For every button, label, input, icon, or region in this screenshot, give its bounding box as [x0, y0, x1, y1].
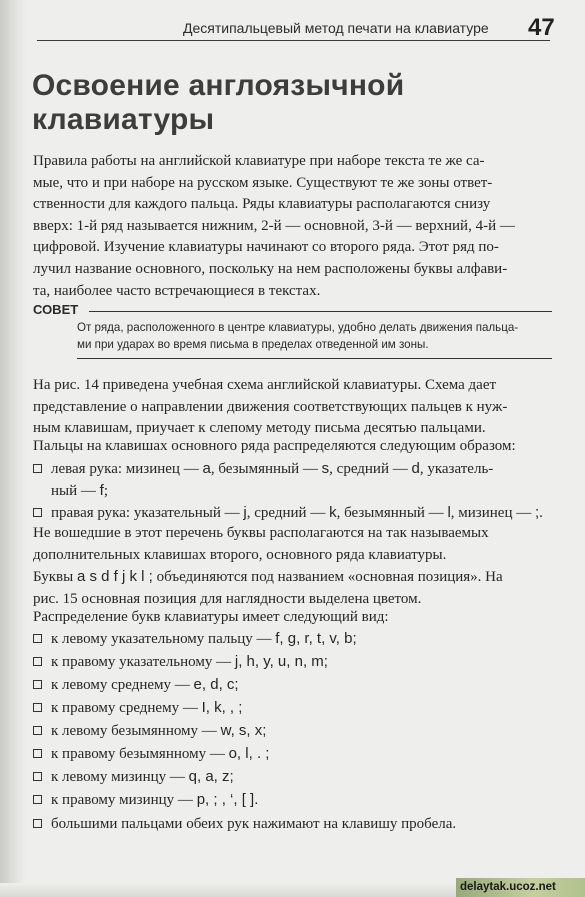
- figure-line: ным клавишам, приучает к слепому методу письма десятью пальцами.: [33, 420, 486, 437]
- chapter-title: [32, 69, 404, 137]
- tip-label: СОВЕТ: [33, 302, 79, 317]
- tip-rule-top: [89, 311, 552, 312]
- checkbox-bullet-icon: [33, 464, 42, 473]
- finger-keys-text: [33, 766, 553, 788]
- finger-keys-text: [33, 674, 553, 696]
- bullet-left-hand: [33, 458, 553, 502]
- checkbox-bullet-icon: [33, 749, 42, 758]
- finger-label: к правому мизинцу —: [51, 792, 197, 808]
- checkbox-bullet-icon: [33, 726, 42, 735]
- running-header: Десятипальцевый метод печати на клавиатуре: [183, 20, 489, 36]
- tip-line: От ряда, расположенного в центре клавиатуры, удобно делать движения пальца-: [77, 321, 519, 334]
- finger-keys-text: [33, 720, 553, 742]
- finger-label: к правому среднему —: [51, 700, 202, 716]
- finger-keys-text: [33, 651, 553, 673]
- extra-keys-paragraph: [33, 523, 553, 566]
- hand-text: , средний —: [246, 505, 330, 521]
- hand-text: правая рука: указательный —: [51, 505, 244, 521]
- checkbox-bullet-icon: [33, 680, 42, 689]
- finger-keys: w, s, x;: [220, 722, 267, 739]
- home-position-rest: объединяются под названием «основная позиция». На: [152, 569, 503, 585]
- intro-paragraph: [33, 151, 553, 302]
- finger-label: к правому безымянному —: [51, 746, 229, 762]
- hand-text: левая рука: мизинец —: [51, 461, 203, 477]
- extra-keys-line: дополнительных клавишах второго, основного ряда клавиатуры.: [33, 546, 447, 563]
- hand-text: , мизинец —: [450, 505, 535, 521]
- checkbox-bullet-icon: [33, 634, 42, 643]
- header-rule: [37, 40, 550, 41]
- hand-text: .: [539, 505, 543, 521]
- finger-keys-text: [33, 628, 553, 650]
- finger-keys-item: [33, 813, 553, 835]
- intro-line: лучил название основного, поскольку на нем расположены буквы алфави-: [33, 260, 508, 277]
- intro-line: та, наиболее часто встречающиеся в текстах.: [33, 282, 321, 299]
- checkbox-bullet-icon: [33, 657, 42, 666]
- checkbox-bullet-icon: [33, 819, 42, 828]
- intro-line: Правила работы на английской клавиатуре при наборе текста те же са-: [33, 153, 485, 169]
- intro-line: ственности для каждого пальца. Ряды клавиатуры располагаются снизу: [33, 196, 491, 213]
- bullet-right-hand: [33, 502, 553, 524]
- finger-keys-item: [33, 720, 553, 742]
- finger-label: к правому указательному —: [51, 654, 235, 670]
- chapter-title-line-2: клавиатуры: [32, 103, 215, 136]
- distribution-intro: Распределение букв клавиатуры имеет следующий вид:: [33, 609, 389, 625]
- finger-keys-item: [33, 651, 553, 673]
- finger-keys-text: [33, 697, 553, 719]
- tip-line: ми при ударах во время письма в пределах отведенной им зоны.: [77, 338, 429, 351]
- finger-label: к левому указательному пальцу —: [51, 631, 276, 647]
- finger-label: к левому среднему —: [51, 677, 194, 693]
- checkbox-bullet-icon: [33, 508, 42, 517]
- hand-text: ;: [103, 483, 108, 499]
- checkbox-bullet-icon: [33, 795, 42, 804]
- finger-label: к левому мизинцу —: [51, 769, 189, 785]
- figure-paragraph: [33, 375, 553, 440]
- finger-keys-item: [33, 766, 553, 788]
- checkbox-bullet-icon: [33, 703, 42, 712]
- key-name: a: [202, 460, 211, 477]
- finger-keys-item: [33, 674, 553, 696]
- finger-keys: j, h, y, u, n, m;: [234, 653, 328, 670]
- checkbox-bullet-icon: [33, 772, 42, 781]
- intro-line: вверх: 1-й ряд называется нижним, 2-й — основной, 3-й — верхний, 4-й —: [33, 217, 515, 234]
- finger-keys-item: [33, 789, 553, 811]
- finger-keys: I, k, , ;: [201, 699, 243, 716]
- finger-keys: f, g, r, t, v, b;: [275, 630, 357, 647]
- hand-text: , средний —: [329, 461, 412, 477]
- figure-line: На рис. 14 приведена учебная схема английской клавиатуры. Схема дает: [33, 377, 497, 393]
- hand-text: ный —: [51, 483, 100, 499]
- finger-keys-text: [33, 789, 553, 811]
- extra-keys-line: Не вошедшие в этот перечень буквы располагаются на так называемых: [33, 525, 489, 541]
- intro-line: цифровой. Изучение клавиатуры начинают со второго ряда. Этот ряд по-: [33, 239, 499, 256]
- finger-label: к левому безымянному —: [51, 723, 221, 739]
- watermark: delaytak.ucoz.net: [456, 878, 585, 897]
- finger-keys-item: [33, 628, 553, 650]
- figure-line: представление о направлении движения соответствующих пальцев к нуж-: [33, 398, 508, 415]
- finger-keys: e, d, c;: [193, 676, 239, 693]
- tip-text: [77, 319, 551, 353]
- home-position-keys: a s d f j k l ;: [76, 568, 153, 585]
- page-number: 47: [528, 14, 555, 41]
- finger-keys-item: [33, 743, 553, 765]
- tip-rule-bottom: [77, 358, 552, 359]
- finger-keys: p, ; , ‘, [ ].: [196, 791, 259, 808]
- key-name: f: [99, 482, 104, 499]
- key-name: j: [243, 504, 247, 521]
- home-position-lead: Буквы: [33, 569, 77, 585]
- finger-keys: o, l, . ;: [228, 745, 270, 762]
- hand-text: , указатель-: [419, 461, 494, 477]
- home-position-paragraph: [33, 566, 553, 610]
- finger-keys-text: [33, 813, 553, 835]
- hand-text: , безымянный —: [336, 505, 448, 521]
- bullet-right-hand-text: [33, 502, 553, 524]
- finger-keys-item: [33, 697, 553, 719]
- key-name: l: [447, 504, 451, 521]
- key-name: ;: [534, 504, 540, 521]
- page-gutter-shadow: [0, 0, 26, 897]
- bullet-left-hand-text: [33, 458, 553, 502]
- fingers-intro: Пальцы на клавишах основного ряда распределяются следующим образом:: [33, 438, 516, 454]
- key-name: d: [411, 460, 420, 477]
- key-name: k: [329, 504, 337, 521]
- home-position-line-2: рис. 15 основная позиция для наглядности выделена цветом.: [33, 590, 422, 607]
- finger-label: большими пальцами обеих рук нажимают на клавишу пробела.: [51, 816, 457, 832]
- intro-line: мые, что и при наборе на русском языке. Существуют те же зоны ответ-: [33, 174, 493, 191]
- hand-text: , безымянный —: [210, 461, 322, 477]
- finger-keys: q, a, z;: [188, 768, 234, 785]
- key-name: s: [321, 460, 330, 477]
- chapter-title-line-1: Освоение англоязычной: [32, 69, 405, 102]
- finger-keys-text: [33, 743, 553, 765]
